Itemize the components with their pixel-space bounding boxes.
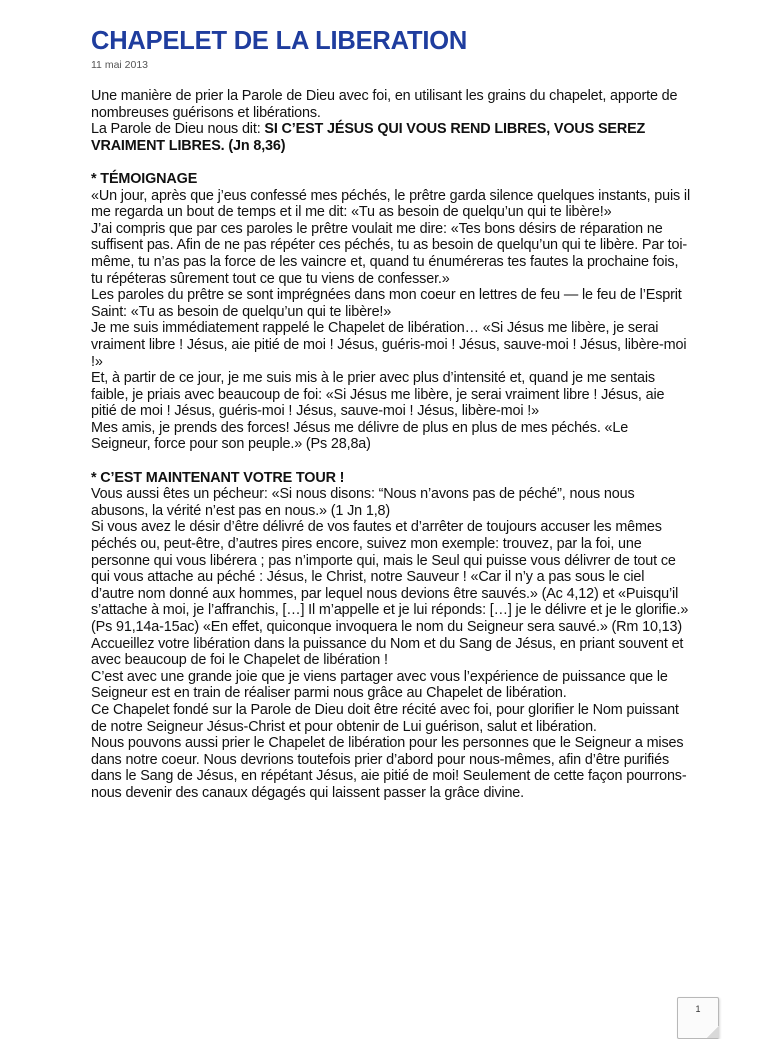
paragraph-spacer	[91, 154, 691, 171]
temoignage-paragraph: Et, à partir de ce jour, je me suis mis à le prier avec plus d’intensité et, quand je me sentais faible, je priais avec beaucoup de foi: «Si Jésus me libère, je serai vraiment libre ! Jésus, aie pitié de moi ! Jésus, guéris-moi ! Jésus, sauve-moi ! Jésus, libère-moi !»	[91, 370, 665, 420]
section-heading-temoignage: * TÉMOIGNAGE	[91, 170, 198, 187]
tour-paragraph: C’est avec une grande joie que je viens partager avec vous l’expérience de puissance que le Seigneur est en train de réaliser parmi nous grâce au Chapelet de libération.	[91, 668, 668, 702]
intro-quote-bold: SI C’EST JÉSUS QUI VOUS REND LIBRES, VOUS SEREZ VRAIMENT LIBRES. (Jn 8,36)	[91, 121, 646, 154]
tour-paragraph: Ce Chapelet fondé sur la Parole de Dieu doit être récité avec foi, pour glorifier le Nom puissant de notre Seigneur Jésus-Christ et pour obtenir de Lui guérison, salut et libération.	[91, 701, 679, 735]
document-title: CHAPELET DE LA LIBERATION	[91, 27, 468, 55]
document-date: 11 mai 2013	[91, 59, 149, 71]
intro-quote-prefix: La Parole de Dieu nous dit:	[91, 121, 265, 138]
intro-paragraph: Une manière de prier la Parole de Dieu avec foi, en utilisant les grains du chapelet, apporte de nombreuses guérisons et libérations.	[91, 88, 678, 121]
paragraph-spacer	[91, 453, 691, 470]
intro-quote-paragraph	[91, 121, 691, 154]
page-number-box	[677, 997, 719, 1039]
tour-paragraph: Vous aussi êtes un pécheur: «Si nous disons: “Nous n’avons pas de péché”, nous nous abusons, la vérité n’est pas en nous.» (1 Jn 1,8)	[91, 486, 635, 519]
page-curl-icon	[707, 1026, 719, 1038]
section-heading-tour: * C’EST MAINTENANT VOTRE TOUR !	[91, 469, 345, 486]
tour-paragraph: Nous pouvons aussi prier le Chapelet de libération pour les personnes que le Seigneur a mises dans notre coeur. Nous devrions toutefois prier d’abord pour nous-mêmes, afin d’être purifiés dans le Sang de Jésus, en répétant Jésus, aie pitié de moi! Seulement de cette façon pourrons-nous devenir des canaux dégagés qui laissent passer la grâce divine.	[91, 735, 687, 801]
document-body	[91, 88, 691, 802]
page-number: 1	[695, 1004, 701, 1014]
temoignage-paragraph: Mes amis, je prends des forces! Jésus me délivre de plus en plus de mes péchés. «Le Seigneur, force pour son peuple.» (Ps 28,8a)	[91, 419, 629, 453]
tour-paragraph: Accueillez votre libération dans la puissance du Nom et du Sang de Jésus, en priant souvent et avec beaucoup de foi le Chapelet de libération !	[91, 635, 684, 669]
temoignage-paragraph: J’ai compris que par ces paroles le prêtre voulait me dire: «Tes bons désirs de réparation ne suffisent pas. Afin de ne pas répéter ces péchés, tu as besoin de quelqu’un qui te libère. Par toi-même, tu n’as pas la force de les vaincre et, quand tu énuméreras tes fautes la prochaine fois, tu répéteras sûrement tout ce que tu viens de confesser.»	[91, 220, 688, 287]
temoignage-paragraph: Je me suis immédiatement rappelé le Chapelet de libération… «Si Jésus me libère, je serai vraiment libre ! Jésus, aie pitié de moi ! Jésus, guéris-moi ! Jésus, sauve-moi ! Jésus, libère-moi !»	[91, 320, 687, 370]
tour-paragraph: Si vous avez le désir d’être délivré de vos fautes et d’arrêter de toujours accuser les mêmes péchés ou, peut-être, d’autres pires encore, suivez mon exemple: trouvez, par la foi, une personne qui vous libérera ; pas n’importe qui, mais le Seul qui puisse vous délivrer de tout ce qui vous attache au péché : Jésus, le Christ, notre Sauveur ! «Car il n’y a pas sous le ciel d’autre nom donné aux hommes, par lequel nous devions être sauvés.» (Ac 4,12) et «Puisqu’il s’attache à moi, je l’affranchis, […] Il m’appelle et je lui réponds: […] je le délivre et je le glorifie.» (Ps 91,14a-15ac) «En effet, quiconque invoquera le nom du Seigneur sera sauvé.» (Rm 10,13)	[91, 519, 689, 635]
temoignage-paragraph: «Un jour, après que j’eus confessé mes péchés, le prêtre garda silence quelques instants, puis il me regarda un bout de temps et il me dit: «Tu as besoin de quelqu’un qui te libère!»	[91, 187, 691, 221]
temoignage-paragraph: Les paroles du prêtre se sont imprégnées dans mon coeur en lettres de feu — le feu de l’Esprit Saint: «Tu as besoin de quelqu’un qui te libère!»	[91, 287, 682, 320]
document-page	[91, 26, 691, 802]
